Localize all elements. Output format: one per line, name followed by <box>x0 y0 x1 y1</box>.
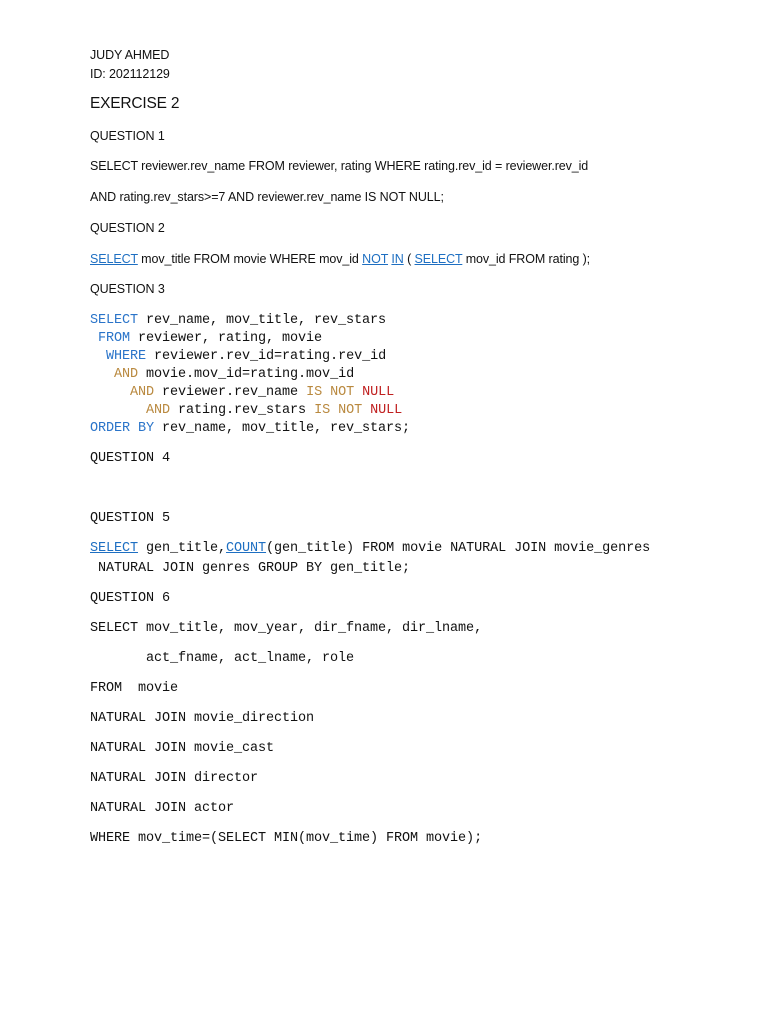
question-3-code-line-2 <box>90 331 322 346</box>
student-id: ID: 202112129 <box>90 67 170 81</box>
keyword-null: NULL <box>370 403 403 418</box>
question-6-line-7: NATURAL JOIN actor <box>90 801 235 816</box>
code-text: (gen_title) FROM movie NATURAL JOIN movie_genres <box>266 541 651 556</box>
question-5-line-1 <box>90 541 650 556</box>
keyword-not-link[interactable]: NOT <box>362 252 389 266</box>
keyword-null: NULL <box>362 385 395 400</box>
code-text: ( <box>403 252 415 266</box>
keyword-where: WHERE <box>106 349 147 364</box>
keyword-is-not: IS NOT <box>306 385 355 400</box>
code-text: rating.rev_stars <box>170 403 315 418</box>
question-2-heading: QUESTION 2 <box>90 221 165 235</box>
code-indent <box>90 349 106 364</box>
question-1-line-2: AND rating.rev_stars>=7 AND reviewer.rev_name IS NOT NULL; <box>90 190 444 204</box>
question-5-line-2: NATURAL JOIN genres GROUP BY gen_title; <box>90 561 411 576</box>
code-text: reviewer.rev_id=rating.rev_id <box>146 349 387 364</box>
question-3-code-line-4 <box>90 367 354 382</box>
keyword-select-link[interactable]: SELECT <box>90 252 138 266</box>
code-indent <box>90 367 114 382</box>
question-3-code-line-3 <box>90 349 386 364</box>
question-4-heading: QUESTION 4 <box>90 451 171 466</box>
question-3-code-line-6 <box>90 403 402 418</box>
code-space <box>354 385 362 400</box>
question-6-heading: QUESTION 6 <box>90 591 171 606</box>
question-6-line-1: SELECT mov_title, mov_year, dir_fname, dir_lname, <box>90 621 483 636</box>
keyword-order-by: ORDER BY <box>90 421 155 436</box>
keyword-select-link[interactable]: SELECT <box>90 541 139 556</box>
keyword-in-link[interactable]: IN <box>391 252 404 266</box>
code-indent <box>90 385 130 400</box>
keyword-is-not: IS NOT <box>314 403 363 418</box>
question-3-heading: QUESTION 3 <box>90 282 165 296</box>
code-text: movie.mov_id=rating.mov_id <box>138 367 355 382</box>
question-5-heading: QUESTION 5 <box>90 511 171 526</box>
code-text: reviewer.rev_name <box>154 385 307 400</box>
question-6-line-4: NATURAL JOIN movie_direction <box>90 711 315 726</box>
question-1-line-1: SELECT reviewer.rev_name FROM reviewer, rating WHERE rating.rev_id = reviewer.rev_id <box>90 159 589 173</box>
question-6-line-5: NATURAL JOIN movie_cast <box>90 741 275 756</box>
code-text: rev_name, mov_title, rev_stars; <box>154 421 411 436</box>
keyword-count-link[interactable]: COUNT <box>226 541 267 556</box>
keyword-and: AND <box>146 403 171 418</box>
code-space <box>362 403 370 418</box>
keyword-and: AND <box>114 367 139 382</box>
question-3-code-line-1 <box>90 313 386 328</box>
code-text: gen_title, <box>138 541 227 556</box>
code-text: mov_id FROM rating ); <box>462 252 591 266</box>
question-6-line-3: FROM movie <box>90 681 179 696</box>
keyword-and: AND <box>130 385 155 400</box>
question-6-line-2: act_fname, act_lname, role <box>90 651 355 666</box>
code-text: reviewer, rating, movie <box>130 331 323 346</box>
student-name: JUDY AHMED <box>90 48 170 62</box>
question-6-line-8: WHERE mov_time=(SELECT MIN(mov_time) FROM movie); <box>90 831 483 846</box>
keyword-select-link[interactable]: SELECT <box>414 252 463 266</box>
question-1-heading: QUESTION 1 <box>90 129 165 143</box>
code-text: mov_title FROM movie WHERE mov_id <box>137 252 363 266</box>
keyword-from: FROM <box>98 331 131 346</box>
question-3-code-line-7 <box>90 421 410 436</box>
question-6-line-6: NATURAL JOIN director <box>90 771 259 786</box>
question-3-code-line-5 <box>90 385 394 400</box>
code-indent <box>90 403 146 418</box>
code-text: rev_name, mov_title, rev_stars <box>138 313 387 328</box>
keyword-select: SELECT <box>90 313 139 328</box>
exercise-title: EXERCISE 2 <box>90 95 180 112</box>
question-2-line <box>90 252 590 266</box>
code-indent <box>90 331 98 346</box>
